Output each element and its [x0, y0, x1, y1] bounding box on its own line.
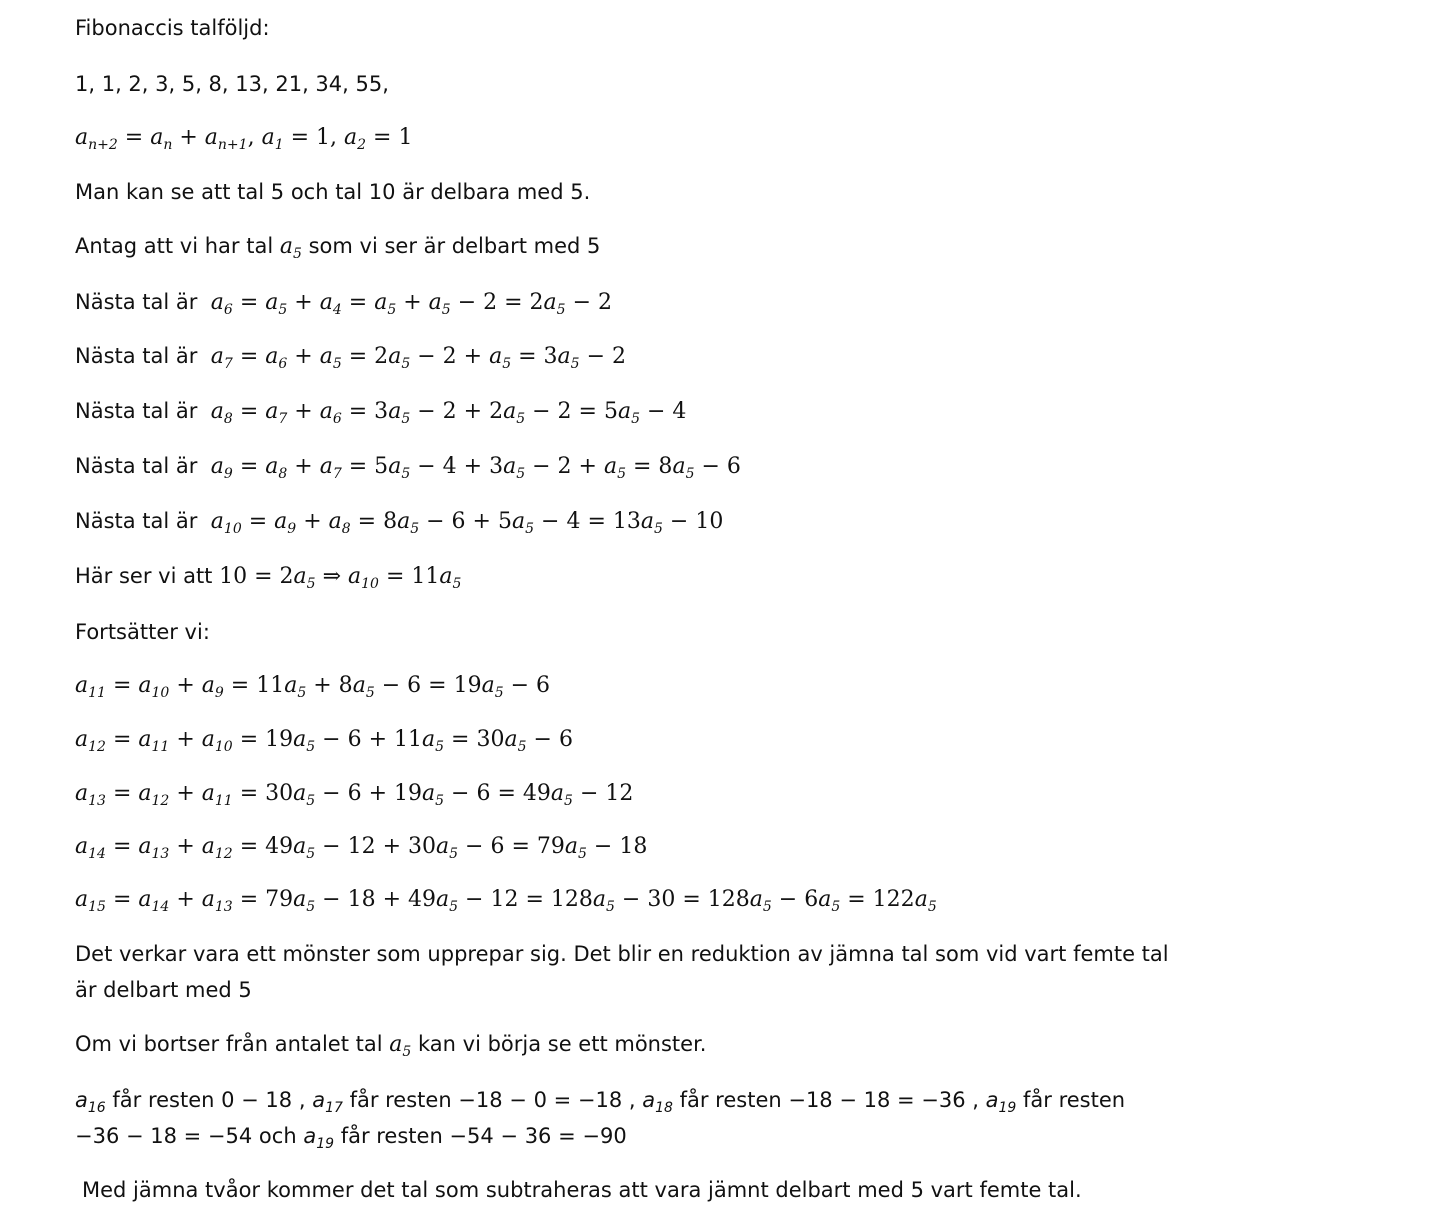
pattern-paragraph: Det verkar vara ett mönster som upprepar sig. Det blir en reduktion av jämna tal som vid vart femte tal är delbart med 5	[75, 942, 1169, 1002]
step-prefix: Nästa tal är	[75, 290, 198, 314]
observation: Man kan se att tal 5 och tal 10 är delbara med 5.	[75, 180, 591, 204]
conclusion-a10	[75, 562, 461, 591]
here-prefix: Här ser vi att	[75, 564, 213, 588]
assumption-prefix: Antag att vi har tal	[75, 234, 274, 258]
step-row	[75, 342, 626, 371]
assumption-term: $a_5$	[279, 234, 302, 262]
step-math: $a_8 = a_7 + a_6 = 3a_5 - 2 + 2a_5 - 2 = 5a_5 - 4$	[210, 399, 687, 427]
step-prefix: Nästa tal är	[75, 454, 198, 478]
recurrence-formula: $a_{n+2} = a_n + a_{n+1}$, $a_1 = 1$, $a_2 = 1$	[75, 125, 413, 153]
step-prefix: Nästa tal är	[75, 344, 198, 368]
remainders-paragraph: $a_{16}$ får resten 0 − 18 , $a_{17}$ får resten −18 − 0 = −18 , $a_{18}$ får resten −18 − 18 = −36 , $a_{19}$ får resten −36 − 18 = −54 och $a_{19}$ får resten −54 − 36 = −90	[75, 1088, 1126, 1152]
continue-label: Fortsätter vi:	[75, 620, 210, 644]
step-row	[75, 397, 686, 426]
heading: Fibonaccis talföljd:	[75, 16, 270, 40]
continued-step: $a_{12} = a_{11} + a_{10} = 19a_5 - 6 + 11a_5 = 30a_5 - 6$	[75, 727, 573, 755]
continued-step: $a_{14} = a_{13} + a_{12} = 49a_5 - 12 + 30a_5 - 6 = 79a_5 - 18$	[75, 834, 648, 862]
final-conclusion: Med jämna tvåor kommer det tal som subtraheras att vara jämnt delbart med 5 vart femte tal.	[82, 1178, 1082, 1202]
ignore-prefix: Om vi bortser från antalet tal	[75, 1032, 383, 1056]
step-math: $a_6 = a_5 + a_4 = a_5 + a_5 - 2 = 2a_5 - 2$	[210, 290, 613, 318]
assumption	[75, 232, 600, 261]
ignore-term: $a_5$	[389, 1032, 412, 1060]
continued-step: $a_{13} = a_{12} + a_{11} = 30a_5 - 6 + 19a_5 - 6 = 49a_5 - 12$	[75, 781, 634, 809]
step-prefix: Nästa tal är	[75, 509, 198, 533]
assumption-suffix: som vi ser är delbart med 5	[308, 234, 601, 258]
ignore-paragraph	[75, 1030, 706, 1059]
step-row	[75, 452, 741, 481]
continued-step: $a_{11} = a_{10} + a_9 = 11a_5 + 8a_5 - 6 = 19a_5 - 6$	[75, 673, 551, 701]
here-math: $10 = 2a_5$ ⇒ $a_{10} = 11a_5$	[219, 564, 462, 592]
step-prefix: Nästa tal är	[75, 399, 198, 423]
sequence: 1, 1, 2, 3, 5, 8, 13, 21, 34, 55,	[75, 72, 389, 96]
step-row	[75, 507, 723, 536]
step-math: $a_9 = a_8 + a_7 = 5a_5 - 4 + 3a_5 - 2 + a_5 = 8a_5 - 6$	[210, 454, 741, 482]
step-math: $a_{10} = a_9 + a_8 = 8a_5 - 6 + 5a_5 - 4 = 13a_5 - 10$	[210, 509, 724, 537]
step-row	[75, 288, 612, 317]
step-math: $a_7 = a_6 + a_5 = 2a_5 - 2 + a_5 = 3a_5 - 2$	[210, 344, 627, 372]
continued-step: $a_{15} = a_{14} + a_{13} = 79a_5 - 18 + 49a_5 - 12 = 128a_5 - 30 = 128a_5 - 6a_5 = 122a_5$	[75, 887, 937, 915]
ignore-suffix: kan vi börja se ett mönster.	[418, 1032, 707, 1056]
